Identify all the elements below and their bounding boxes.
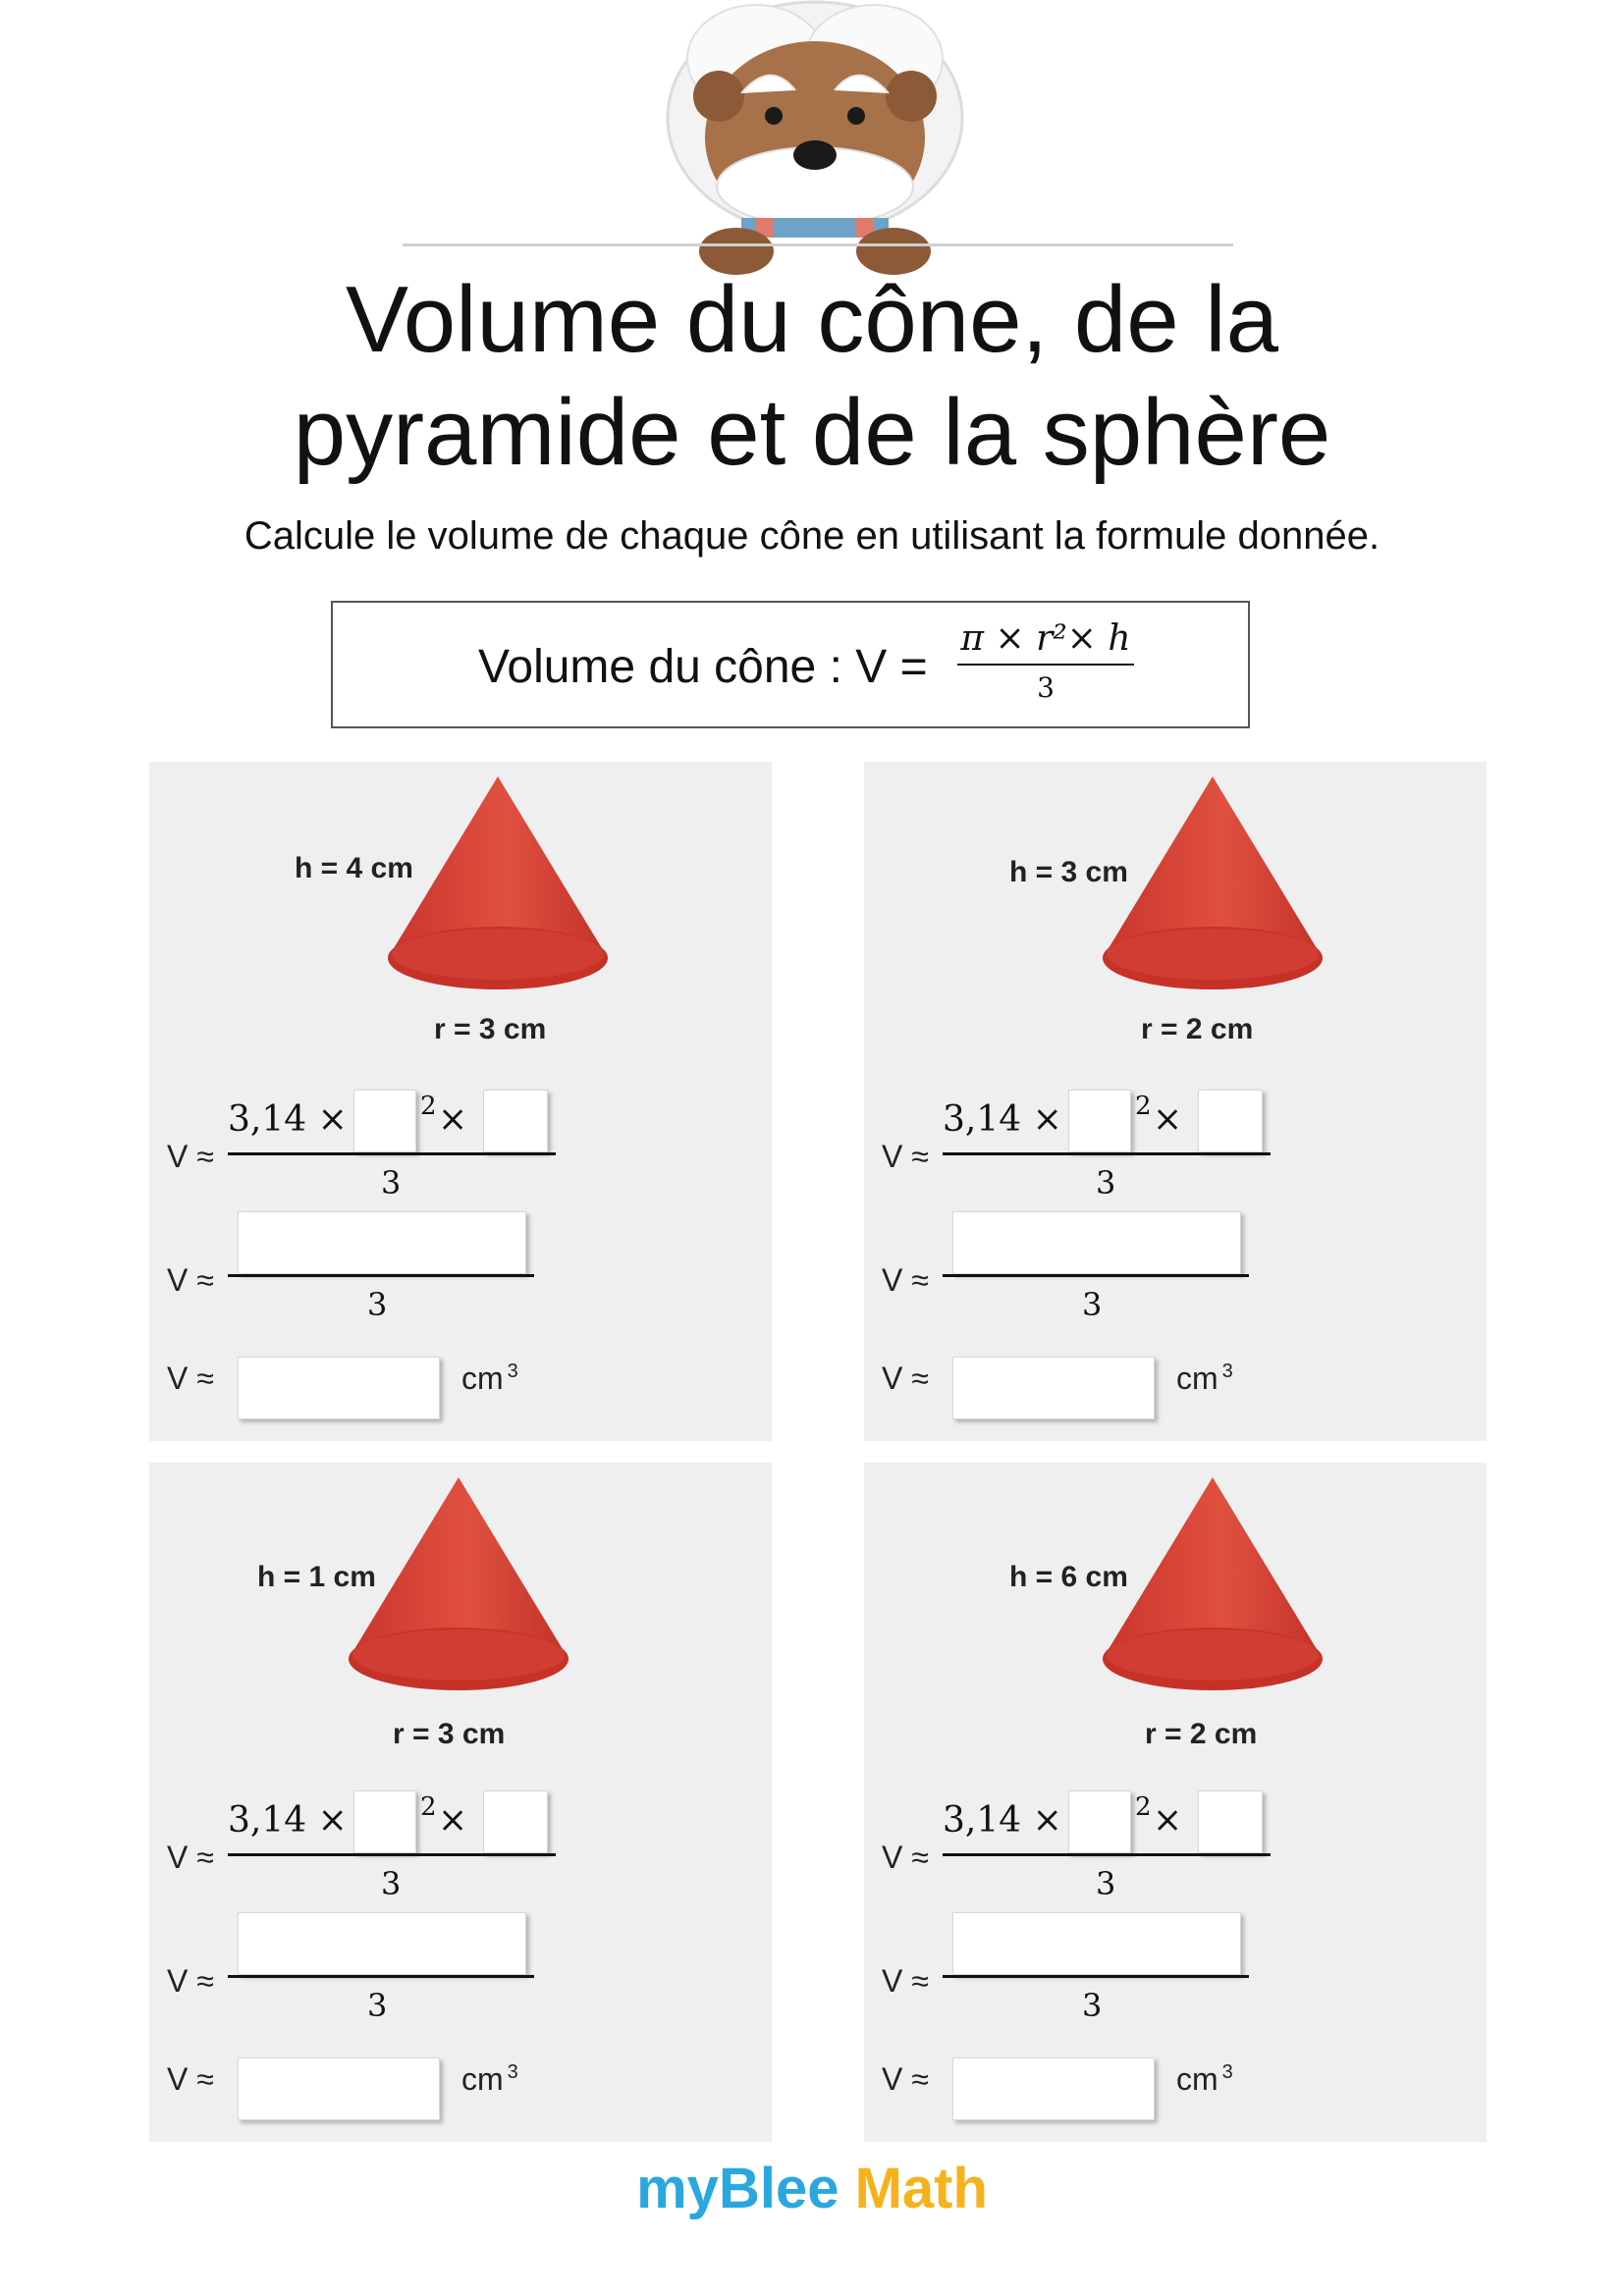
v-approx-label: V ≈ [882,1963,929,1999]
fraction-bar [943,1853,1271,1856]
exercise-card-1 [149,762,772,1441]
unit-label [1176,2061,1233,2098]
denominator: 3 [1096,1865,1116,1902]
exercise-card-2 [864,762,1487,1441]
unit-exponent: 3 [507,2061,518,2084]
height-label: h = 6 cm [1009,1561,1128,1593]
denominator: 3 [1082,1987,1103,2024]
radius-label: r = 2 cm [1141,1013,1254,1045]
exercise-card-4 [864,1463,1487,2142]
v-approx-label: V ≈ [167,1262,214,1298]
formula-fraction-bar [957,664,1134,666]
formula-fraction [957,616,1134,704]
times-sign: × [438,1800,468,1841]
exercise-card-3 [149,1463,772,2142]
squared-exponent: 2 [420,1792,437,1822]
v-approx-label: V ≈ [167,1361,214,1396]
numerator-input[interactable] [238,1912,526,1975]
formula-label: Volume du cône : V = [478,641,928,693]
height-input[interactable] [1198,1790,1263,1853]
radius-input[interactable] [1068,1790,1131,1853]
unit-exponent: 3 [507,1361,518,1383]
height-input[interactable] [1198,1090,1263,1152]
numerator-input[interactable] [238,1211,526,1274]
unit-label [461,1361,518,1397]
instruction-text: Calcule le volume de chaque cône en utilisant la formule donnée. [244,514,1380,558]
header-divider [403,243,1233,246]
title-line-1: Volume du cône, de la [345,267,1278,372]
formula-box [331,601,1250,728]
unit-label [1176,1361,1233,1397]
unit-label [461,2061,518,2098]
fraction-bar [943,1152,1271,1155]
denominator: 3 [1096,1164,1116,1201]
height-label: h = 3 cm [1009,856,1128,888]
height-label: h = 1 cm [257,1561,376,1593]
height-input[interactable] [483,1790,548,1853]
times-sign: × [438,1099,468,1140]
height-input[interactable] [483,1090,548,1152]
denominator: 3 [381,1865,402,1902]
unit-text: cm [461,1361,504,1396]
denominator: 3 [367,1987,388,2024]
volume-result-input[interactable] [238,2057,440,2120]
unit-text: cm [461,2061,504,2097]
volume-result-input[interactable] [952,2057,1155,2120]
height-label: h = 4 cm [295,852,413,884]
cone-icon [380,772,616,997]
cone-icon [1095,772,1330,997]
brand-logo [0,2156,1624,2221]
times-sign: × [1153,1099,1183,1140]
fraction-bar [228,1853,556,1856]
unit-text: cm [1176,1361,1218,1396]
denominator: 3 [381,1164,402,1201]
v-approx-label: V ≈ [882,2061,929,2097]
radius-input[interactable] [353,1790,416,1853]
title-line-2: pyramide et de la sphère [293,380,1331,485]
brand-part-1: myBlee [636,2157,839,2220]
v-approx-label: V ≈ [882,1262,929,1298]
numerator-input[interactable] [952,1912,1241,1975]
formula-numerator: π × r²× h [960,618,1131,659]
pi-times: 3,14 × [228,1800,348,1841]
squared-exponent: 2 [420,1092,437,1121]
numerator-input[interactable] [952,1211,1241,1274]
times-sign: × [1153,1800,1183,1841]
fraction-bar [228,1152,556,1155]
unit-text: cm [1176,2061,1218,2097]
brand-part-2: Math [839,2157,988,2220]
formula-denominator: 3 [1037,671,1055,704]
volume-result-input[interactable] [238,1357,440,1419]
fraction-bar [228,1274,534,1277]
radius-label: r = 3 cm [434,1013,547,1045]
denominator: 3 [367,1286,388,1323]
pi-times: 3,14 × [943,1800,1062,1841]
pi-times: 3,14 × [228,1099,348,1140]
v-approx-label: V ≈ [882,1139,929,1174]
v-approx-label: V ≈ [882,1361,929,1396]
fraction-bar [943,1975,1249,1978]
radius-label: r = 2 cm [1145,1718,1258,1750]
denominator: 3 [1082,1286,1103,1323]
v-approx-label: V ≈ [167,1840,214,1875]
cone-icon [341,1472,576,1698]
fraction-bar [943,1274,1249,1277]
bear-mascot-illustration [648,0,982,285]
radius-input[interactable] [353,1090,416,1152]
squared-exponent: 2 [1135,1092,1152,1121]
v-approx-label: V ≈ [167,1963,214,1999]
unit-exponent: 3 [1221,2061,1233,2084]
fraction-bar [228,1975,534,1978]
squared-exponent: 2 [1135,1792,1152,1822]
radius-input[interactable] [1068,1090,1131,1152]
radius-label: r = 3 cm [393,1718,506,1750]
volume-result-input[interactable] [952,1357,1155,1419]
page-title [0,263,1624,489]
v-approx-label: V ≈ [167,2061,214,2097]
cone-icon [1095,1472,1330,1698]
pi-times: 3,14 × [943,1099,1062,1140]
v-approx-label: V ≈ [167,1139,214,1174]
unit-exponent: 3 [1221,1361,1233,1383]
v-approx-label: V ≈ [882,1840,929,1875]
